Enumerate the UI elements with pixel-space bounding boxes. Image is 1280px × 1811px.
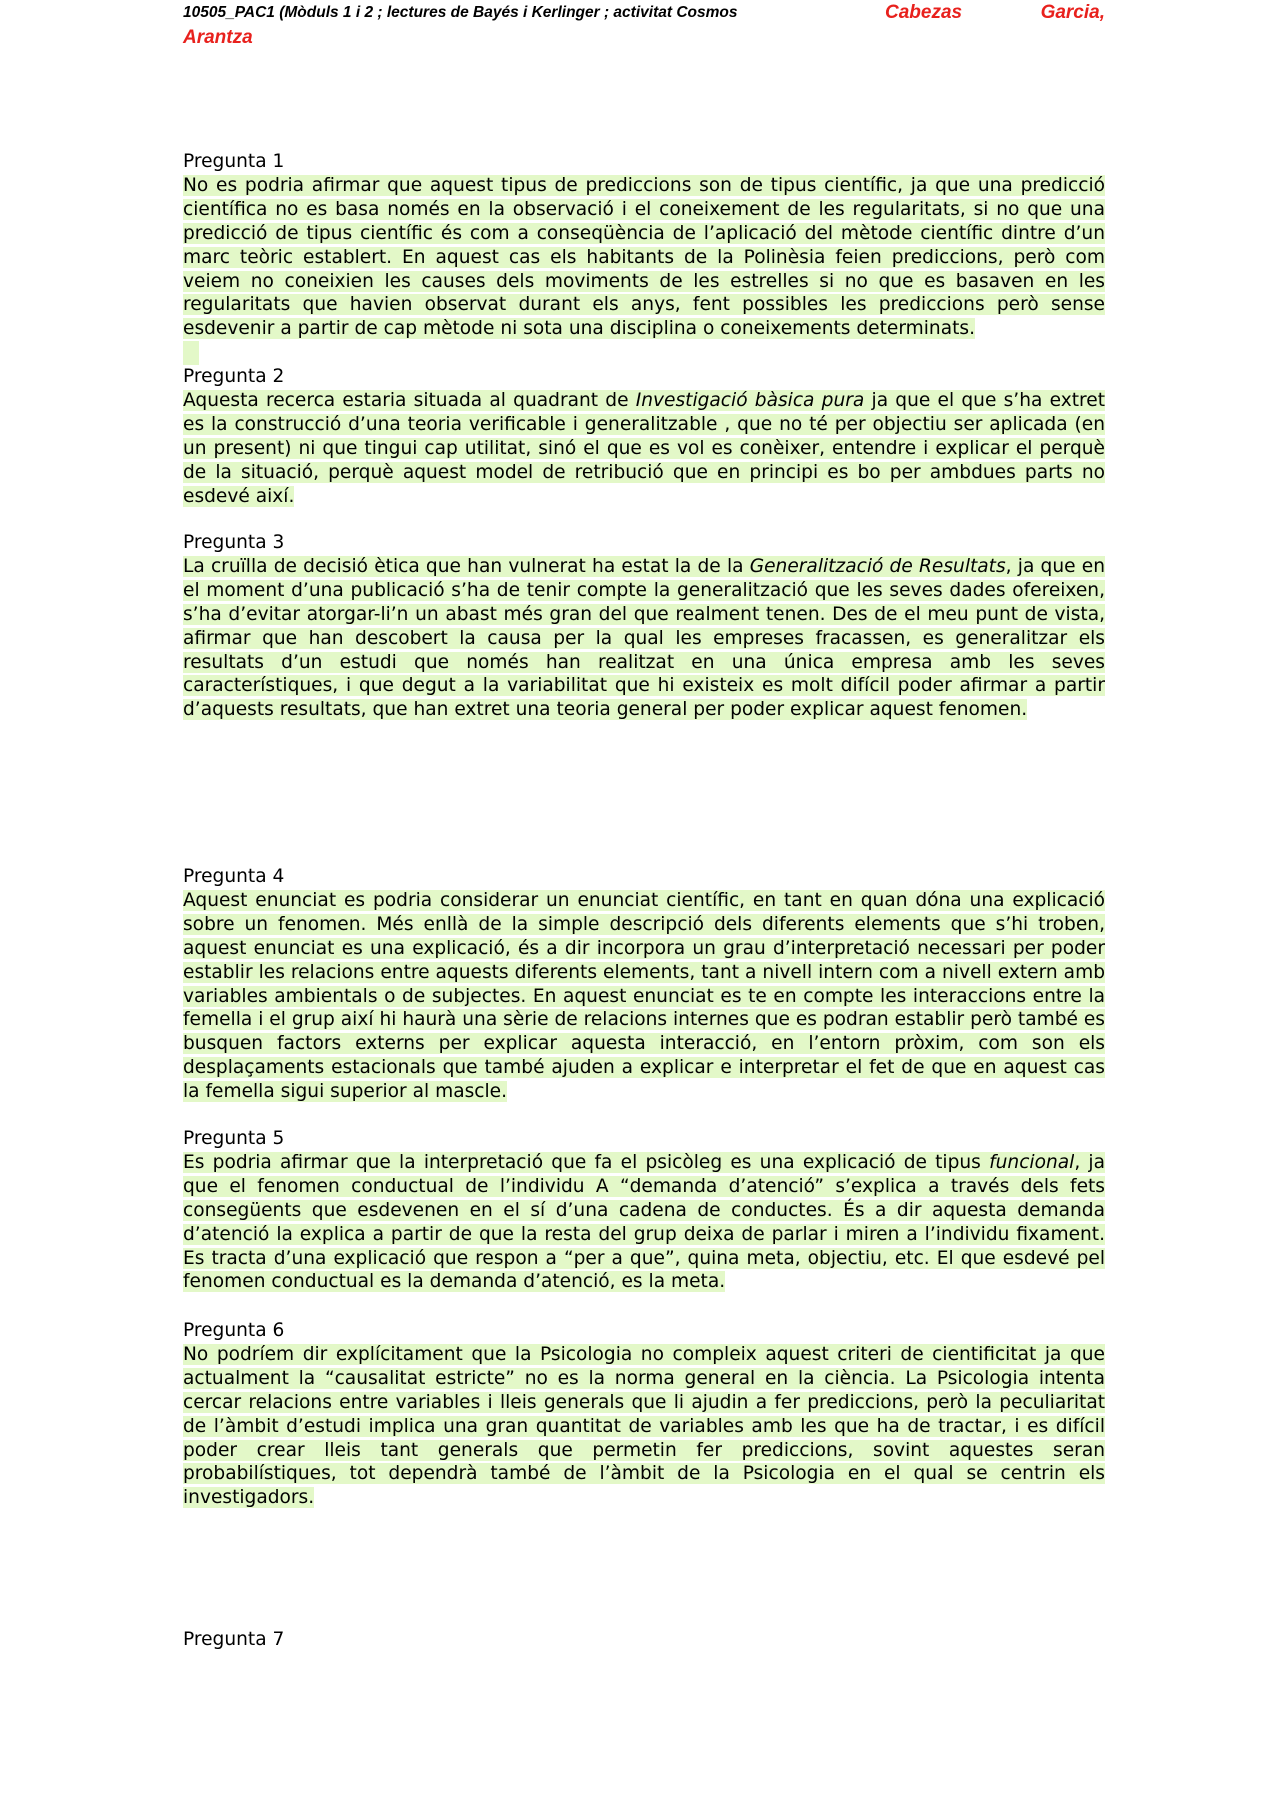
question-title: Pregunta 4	[183, 866, 285, 887]
answer-segment: La cruïlla de decisió ètica que han vulnerat ha estat la de la	[183, 555, 750, 577]
answer-text	[183, 174, 1105, 341]
header-document-ref: 10505_PAC1 (Mòduls 1 i 2 ; lectures de Bayés i Kerlinger ; activitat Cosmos	[183, 4, 738, 21]
answer-segment: Aquesta recerca estaria situada al quadrant de	[183, 389, 636, 411]
question-block-2	[183, 365, 1105, 508]
header-surname-1: Cabezas	[885, 2, 963, 23]
question-block-5	[183, 1127, 1105, 1294]
answer-segment: No podríem dir explícitament que la Psicologia no compleix aquest criteri de cientificitat ja que actualment la “causalitat estricte” no es la norma general en la ciència. La Psicologia intenta cercar relacions entre variables i lleis generals que li ajudin a fer prediccions, però la peculiaritat de l’àmbit d’estudi implica una gran quantitat de variables amb les que ha de tractar, i es difícil poder crear lleis tant generals que permetin fer prediccions, sovint aquestes seran probabilístiques, tot dependrà també de l’àmbit de la Psicologia en el qual se centrin els investigadors.	[183, 1343, 1105, 1509]
question-title: Pregunta 7	[183, 1629, 285, 1650]
answer-segment: Es podria afirmar que la interpretació que fa el psicòleg es una explicació de tipus	[183, 1151, 990, 1173]
answer-text	[183, 1343, 1105, 1510]
answer-segment: No es podria afirmar que aquest tipus de prediccions son de tipus científic, ja que una predicció científica no es basa només en la observació i el coneixement de les regularitats, si no que una predicció de tipus científic és com a conseqüència de l’aplicació del mètode científic dintre d’un marc teòric establert. En aquest cas els habitants de la Polinèsia feien prediccions, però com veiem no coneixien les causes dels moviments de les estrelles si no que es basaven en les regularitats que havien observat durant els anys, fent possibles les prediccions però sense esdevenir a partir de cap mètode ni sota una disciplina o coneixements determinats.	[183, 174, 1105, 340]
answer-segment: Aquest enunciat es podria considerar un enunciat científic, en tant en quan dóna una explicació sobre un fenomen. Més enllà de la simple descripció dels diferents elements que s’hi troben, aquest enunciat es una explicació, és a dir incorpora un grau d’interpretació necessari per poder establir les relacions entre aquests diferents elements, tant a nivell intern com a nivell extern amb variables ambientals o de subjectes. En aquest enunciat es te en compte les interaccions entre la femella i el grup així hi haurà una sèrie de relacions internes que es podran establir però també es busquen factors externs per explicar aquesta interacció, en l’entorn pròxim, com son els desplaçaments estacionals que també ajuden a explicar e interpretar el fet de que en aquest cas la femella sigui superior al mascle.	[183, 889, 1105, 1103]
page-header	[183, 2, 1105, 50]
answer-segment: ja que el que s’ha extret es la construcció d’una teoria verificable i generalitzable , que no té per objectiu ser aplicada (en un present) ni que tingui cap utilitat, sinó el que es vol es conèixer, entendre i explicar el perquè de la situació, perquè aquest model de retribució que en principi es bo per ambdues parts no esdevé així.	[183, 389, 1105, 507]
header-line	[183, 2, 1105, 26]
question-block-7	[183, 1628, 1105, 1652]
question-block-3	[183, 531, 1105, 722]
question-title: Pregunta 1	[183, 151, 285, 172]
answer-text	[183, 889, 1105, 1104]
answer-text	[183, 555, 1105, 722]
answer-segment: , ja que el fenomen conductual de l’individu A “demanda d’atenció” s’explica a través dels fets consegüents que esdevenen en el sí d’una cadena de conductes. És a dir aquesta demanda d’atenció la explica a partir de que la resta del grup deixa de parlar i miren a l’individu fixament. Es tracta d’una explicació que respon a “per a que”, quina meta, objectiu, etc. El que esdevé pel fenomen conductual es la demanda d’atenció, es la meta.	[183, 1151, 1105, 1293]
question-title: Pregunta 3	[183, 532, 285, 553]
answer-segment: , ja que en el moment d’una publicació s’ha de tenir compte la generalització que les seves dades ofereixen, s’ha d’evitar atorgar-li’n un abast més gran del que realment tenen. Des de el meu punt de vista, afirmar que han descobert la causa per la qual les empreses fracassen, es generalitzar els resultats d’un estudi que només han realitzat en una única empresa amb les seves característiques, i que degut a la variabilitat que hi existeix es molt difícil poder afirmar a partir d’aquests resultats, que han extret una teoria general per poder explicar aquest fenomen.	[183, 555, 1106, 721]
question-title: Pregunta 2	[183, 366, 285, 387]
header-given-name: Arantza	[183, 27, 253, 48]
answer-text	[183, 389, 1105, 509]
highlight-empty-line	[183, 341, 199, 365]
answer-segment-italic: funcional	[989, 1151, 1075, 1173]
question-block-6	[183, 1319, 1105, 1510]
question-title: Pregunta 5	[183, 1128, 285, 1149]
header-surname-2: Garcia,	[1040, 2, 1105, 23]
answer-text	[183, 1151, 1105, 1294]
answer-segment-italic: Investigació bàsica pura	[635, 389, 865, 411]
question-block-1	[183, 150, 1105, 365]
question-block-4	[183, 865, 1105, 1104]
question-title: Pregunta 6	[183, 1320, 285, 1341]
answer-segment-italic: Generalització de Resultats	[749, 555, 1006, 577]
